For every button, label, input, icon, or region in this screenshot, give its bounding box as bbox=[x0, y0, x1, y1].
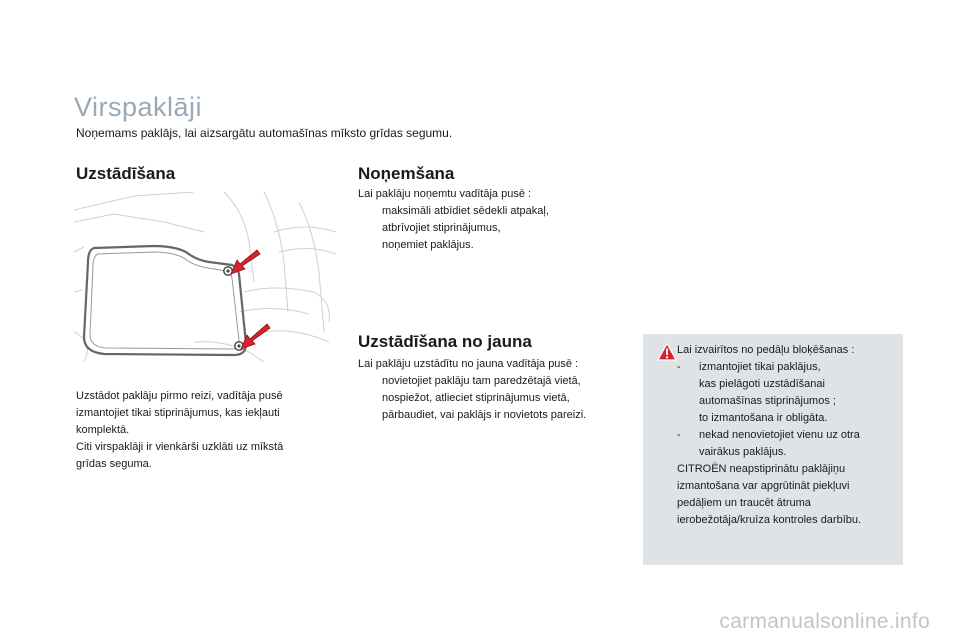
list-item: pārbaudiet, vai paklājs ir novietots pareizi. bbox=[382, 409, 587, 421]
warning-item-cont: vairākus paklājus. bbox=[699, 446, 787, 458]
warning-closing: pedāļiem un traucēt ātruma bbox=[677, 497, 811, 509]
warning-item-cont: automašīnas stiprinājumos ; bbox=[699, 395, 836, 407]
list-item: nospiežot, atlieciet stiprinājumus vietā, bbox=[382, 392, 570, 404]
removal-heading: Noņemšana bbox=[358, 164, 455, 183]
text-line: Citi virspaklāji ir vienkārši uzklāti uz mīkstā bbox=[76, 441, 284, 453]
installation-heading: Uzstādīšana bbox=[76, 164, 176, 183]
list-item: novietojiet paklāju tam paredzētajā vietā, bbox=[382, 375, 581, 387]
list-item: noņemiet paklājus. bbox=[382, 239, 474, 251]
warning-closing: ierobežotāja/kruīza kontroles darbību. bbox=[677, 514, 862, 526]
warning-item: - nekad nenovietojiet vienu uz otra bbox=[677, 429, 860, 441]
text-line: izmantojiet tikai stiprinājumus, kas iekļauti bbox=[76, 407, 280, 419]
warning-text bbox=[677, 342, 899, 529]
reinstallation-steps bbox=[358, 373, 586, 424]
warning-item-cont: kas pielāgoti uzstādīšanai bbox=[699, 378, 825, 390]
reinstallation-intro: Lai paklāju uzstādītu no jauna vadītāja pusē : bbox=[358, 358, 579, 370]
list-item: atbrīvojiet stiprinājumus, bbox=[382, 222, 501, 234]
list-item: maksimāli atbīdiet sēdekli atpakaļ, bbox=[382, 205, 549, 217]
page-title: Virspaklāji bbox=[74, 92, 203, 122]
page-subtitle: Noņemams paklājs, lai aizsargātu automašīnas mīksto grīdas segumu. bbox=[76, 126, 453, 140]
reinstallation-heading: Uzstādīšana no jauna bbox=[358, 332, 532, 351]
text-line: Uzstādot paklāju pirmo reizi, vadītāja pusē bbox=[76, 390, 283, 402]
watermark: carmanualsonline.info bbox=[719, 610, 930, 633]
warning-item: - izmantojiet tikai paklājus, bbox=[677, 361, 821, 373]
warning-box bbox=[643, 334, 903, 565]
floor-mat-illustration bbox=[74, 192, 336, 362]
floor-mat-outline bbox=[84, 246, 246, 355]
warning-intro: Lai izvairītos no pedāļu bloķēšanas : bbox=[677, 344, 855, 356]
arrow-icon bbox=[231, 250, 260, 274]
warning-icon bbox=[657, 342, 677, 362]
warning-item-cont: to izmantošana ir obligāta. bbox=[699, 412, 828, 424]
warning-closing: izmantošana var apgrūtināt piekļuvi bbox=[677, 480, 850, 492]
installation-text bbox=[76, 388, 326, 473]
warning-closing: CITROËN neapstiprinātu paklājiņu bbox=[677, 463, 846, 475]
removal-intro: Lai paklāju noņemtu vadītāja pusē : bbox=[358, 188, 532, 200]
removal-steps bbox=[358, 203, 549, 254]
text-line: grīdas seguma. bbox=[76, 458, 152, 470]
text-line: komplektā. bbox=[76, 424, 130, 436]
